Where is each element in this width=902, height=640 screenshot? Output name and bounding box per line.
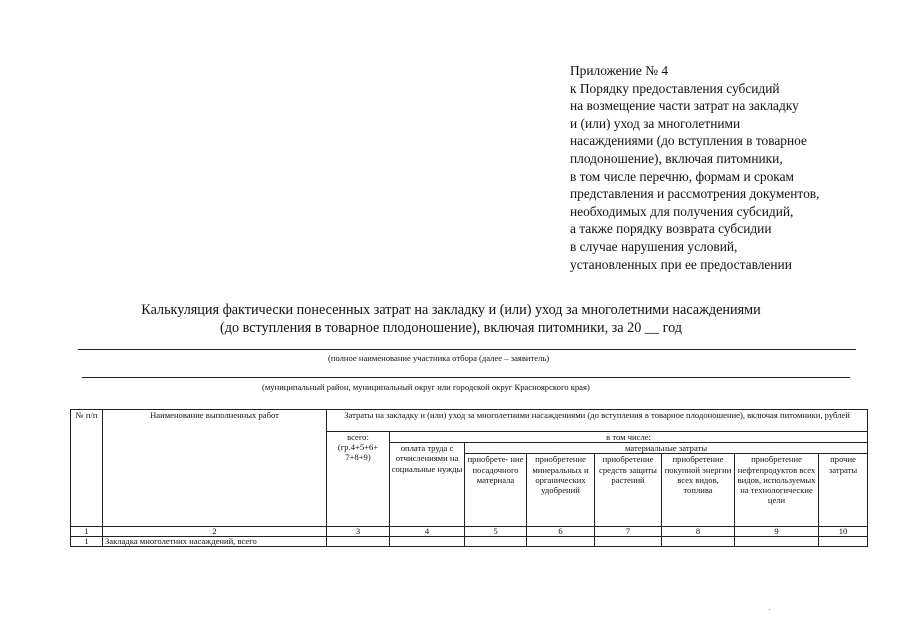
district-caption: (муниципальный район, муниципальный округ или городской округ Красноярского края) bbox=[262, 382, 590, 392]
total-formula: (гр.4+5+6+ 7+8+9) bbox=[337, 442, 379, 463]
header-oil: приобретение нефтепродуктов всех видов, используемых на технологические цели bbox=[735, 454, 819, 527]
total-label: всего: bbox=[347, 432, 369, 442]
row-value bbox=[527, 537, 595, 547]
header-row-1 bbox=[71, 410, 868, 432]
row-value bbox=[662, 537, 735, 547]
row-value bbox=[390, 537, 465, 547]
header-energy: приобретение покупной энергии всех видов, топлива bbox=[662, 454, 735, 527]
col-number: 3 bbox=[327, 527, 390, 537]
col-number: 7 bbox=[595, 527, 662, 537]
header-fertilizers: приобретение минеральных и органических удобрений bbox=[527, 454, 595, 527]
district-fill-line bbox=[82, 377, 850, 378]
costs-table bbox=[70, 409, 868, 547]
col-number: 4 bbox=[390, 527, 465, 537]
header-name: Наименование выполненных работ bbox=[103, 410, 327, 527]
row-value bbox=[819, 537, 868, 547]
appendix-line: установленных при ее предоставлении bbox=[570, 256, 792, 272]
row-value bbox=[327, 537, 390, 547]
row-value bbox=[595, 537, 662, 547]
title-line-1: Калькуляция фактически понесенных затрат на закладку и (или) уход за многолетними насаждениями bbox=[141, 302, 761, 318]
header-other: прочие затраты bbox=[819, 454, 868, 527]
header-planting: приобрете- ние посадочного материала bbox=[465, 454, 527, 527]
header-total bbox=[327, 432, 390, 527]
row-name: Закладка многолетних насаждений, всего bbox=[103, 537, 327, 547]
appendix-line: к Порядку предоставления субсидий bbox=[570, 80, 780, 96]
header-including: в том числе: bbox=[390, 432, 868, 443]
appendix-line: насаждениями (до вступления в товарное bbox=[570, 133, 807, 149]
col-number: 9 bbox=[735, 527, 819, 537]
col-number: 10 bbox=[819, 527, 868, 537]
header-material: материальные затраты bbox=[465, 443, 868, 454]
row-value bbox=[465, 537, 527, 547]
appendix-line: и (или) уход за многолетними bbox=[570, 115, 741, 131]
header-costs: Затраты на закладку и (или) уход за многолетними насаждениями (до вступления в товарное плодоношение), включая питомники, рублей bbox=[327, 410, 868, 432]
applicant-fill-line bbox=[78, 349, 856, 350]
applicant-caption: (полное наименование участника отбора (далее – заявитель) bbox=[328, 353, 550, 363]
table-row bbox=[71, 537, 868, 547]
appendix-line: необходимых для получения субсидий, bbox=[570, 203, 794, 219]
col-number: 8 bbox=[662, 527, 735, 537]
header-labor: оплата труда с отчислениями на социальные нужды bbox=[390, 443, 465, 527]
header-num: № п/п bbox=[71, 410, 103, 527]
title-line-2: (до вступления в товарное плодоношение), включая питомники, за 20 __ год bbox=[220, 320, 682, 336]
header-protection: приобретение средств защиты растений bbox=[595, 454, 662, 527]
scan-speck bbox=[769, 609, 770, 610]
column-numbers-row bbox=[71, 527, 868, 537]
appendix-header bbox=[570, 62, 819, 273]
appendix-line: в том числе перечню, формам и срокам bbox=[570, 168, 795, 184]
row-num: 1 bbox=[71, 537, 103, 547]
document-title bbox=[60, 301, 842, 337]
appendix-line: плодоношение), включая питомники, bbox=[570, 150, 783, 166]
col-number: 5 bbox=[465, 527, 527, 537]
appendix-line: представления и рассмотрения документов, bbox=[570, 186, 820, 202]
col-number: 2 bbox=[103, 527, 327, 537]
appendix-line: в случае нарушения условий, bbox=[570, 238, 738, 254]
appendix-line: на возмещение части затрат на закладку bbox=[570, 98, 799, 114]
col-number: 1 bbox=[71, 527, 103, 537]
row-value bbox=[735, 537, 819, 547]
appendix-line: Приложение № 4 bbox=[570, 63, 669, 78]
appendix-line: а также порядку возврата субсидии bbox=[570, 221, 772, 237]
col-number: 6 bbox=[527, 527, 595, 537]
